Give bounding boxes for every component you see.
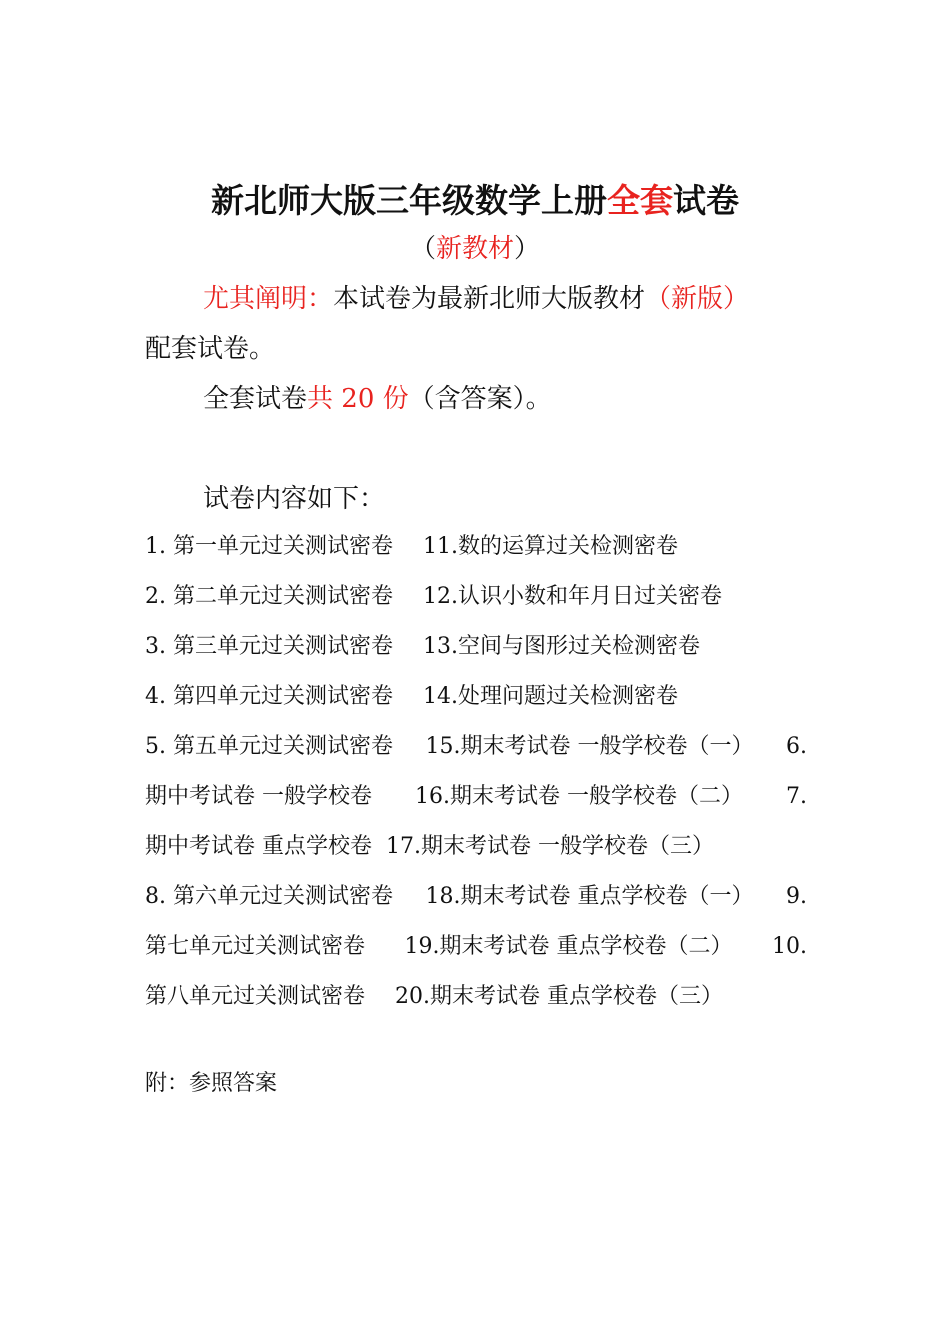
count-text-2: （含答案）。 [408,384,552,414]
notice-text: 本试卷为最新北师大版教材 [333,284,646,314]
notice-version: （新版） [645,284,750,314]
toc-item-left: 8. 第六单元过关测试密卷 [145,884,393,909]
toc-item-right: 17.期末考试卷 一般学校卷（三） [386,834,714,859]
toc-line-2 [145,577,722,617]
count-highlight: 共 20 份 [307,384,409,414]
toc-line-5 [145,727,807,767]
contents-heading: 试卷内容如下： [203,484,386,514]
subtitle-open-paren: （ [409,234,436,264]
toc-item-right: 18.期末考试卷 重点学校卷（一） [425,884,754,909]
toc-item-left: 5. 第五单元过关测试密卷 [145,734,393,759]
toc-line-8 [145,877,807,917]
document-subtitle [0,226,950,272]
subtitle-close-paren: ） [514,234,541,264]
toc-item-left: 4. 第四单元过关测试密卷 [145,684,393,709]
toc-line-9 [145,927,807,967]
toc-item-continuation: 9. [786,884,807,909]
toc-line-7 [145,827,714,867]
notice-line-1 [203,276,749,322]
count-text-1: 全套试卷 [203,384,308,414]
toc-item-left: 第七单元过关测试密卷 [145,934,366,959]
toc-item-left: 期中考试卷 重点学校卷 [145,834,372,859]
toc-item-left: 2. 第二单元过关测试密卷 [145,584,393,609]
toc-line-10 [145,977,723,1017]
title-part-1: 新北师大版三年级数学上册 [211,181,607,220]
toc-item-continuation: 6. [786,734,807,759]
toc-item-left: 第八单元过关测试密卷 [145,984,366,1009]
toc-item-right: 12.认识小数和年月日过关密卷 [422,584,722,609]
title-highlight: 全套 [607,181,673,220]
toc-item-right: 14.处理问题过关检测密卷 [422,684,678,709]
toc-item-right: 11.数的运算过关检测密卷 [422,534,678,559]
toc-item-right: 16.期末考试卷 一般学校卷（二） [415,784,743,809]
toc-item-right: 13.空间与图形过关检测密卷 [422,634,700,659]
notice-label: 尤其阐明： [203,284,334,314]
toc-item-right: 15.期末考试卷 一般学校卷（一） [425,734,754,759]
toc-line-1 [145,527,678,567]
document-title [0,176,950,226]
notice-line-2: 配套试卷。 [145,334,276,364]
toc-item-left: 期中考试卷 一般学校卷 [145,784,372,809]
toc-item-continuation: 7. [785,784,807,809]
toc-line-3 [145,627,700,667]
appendix-note: 附：参照答案 [145,1071,278,1096]
subtitle-text: 新教材 [435,234,514,264]
toc-item-left: 1. 第一单元过关测试密卷 [145,534,393,559]
toc-line-4 [145,677,678,717]
title-part-3: 试卷 [673,181,739,220]
toc-item-right: 20.期末考试卷 重点学校卷（三） [395,984,723,1009]
toc-item-right: 19.期末考试卷 重点学校卷（二） [404,934,733,959]
toc-line-6 [145,777,807,817]
count-line [203,376,552,422]
toc-item-continuation: 10. [772,934,807,959]
toc-item-left: 3. 第三单元过关测试密卷 [145,634,393,659]
